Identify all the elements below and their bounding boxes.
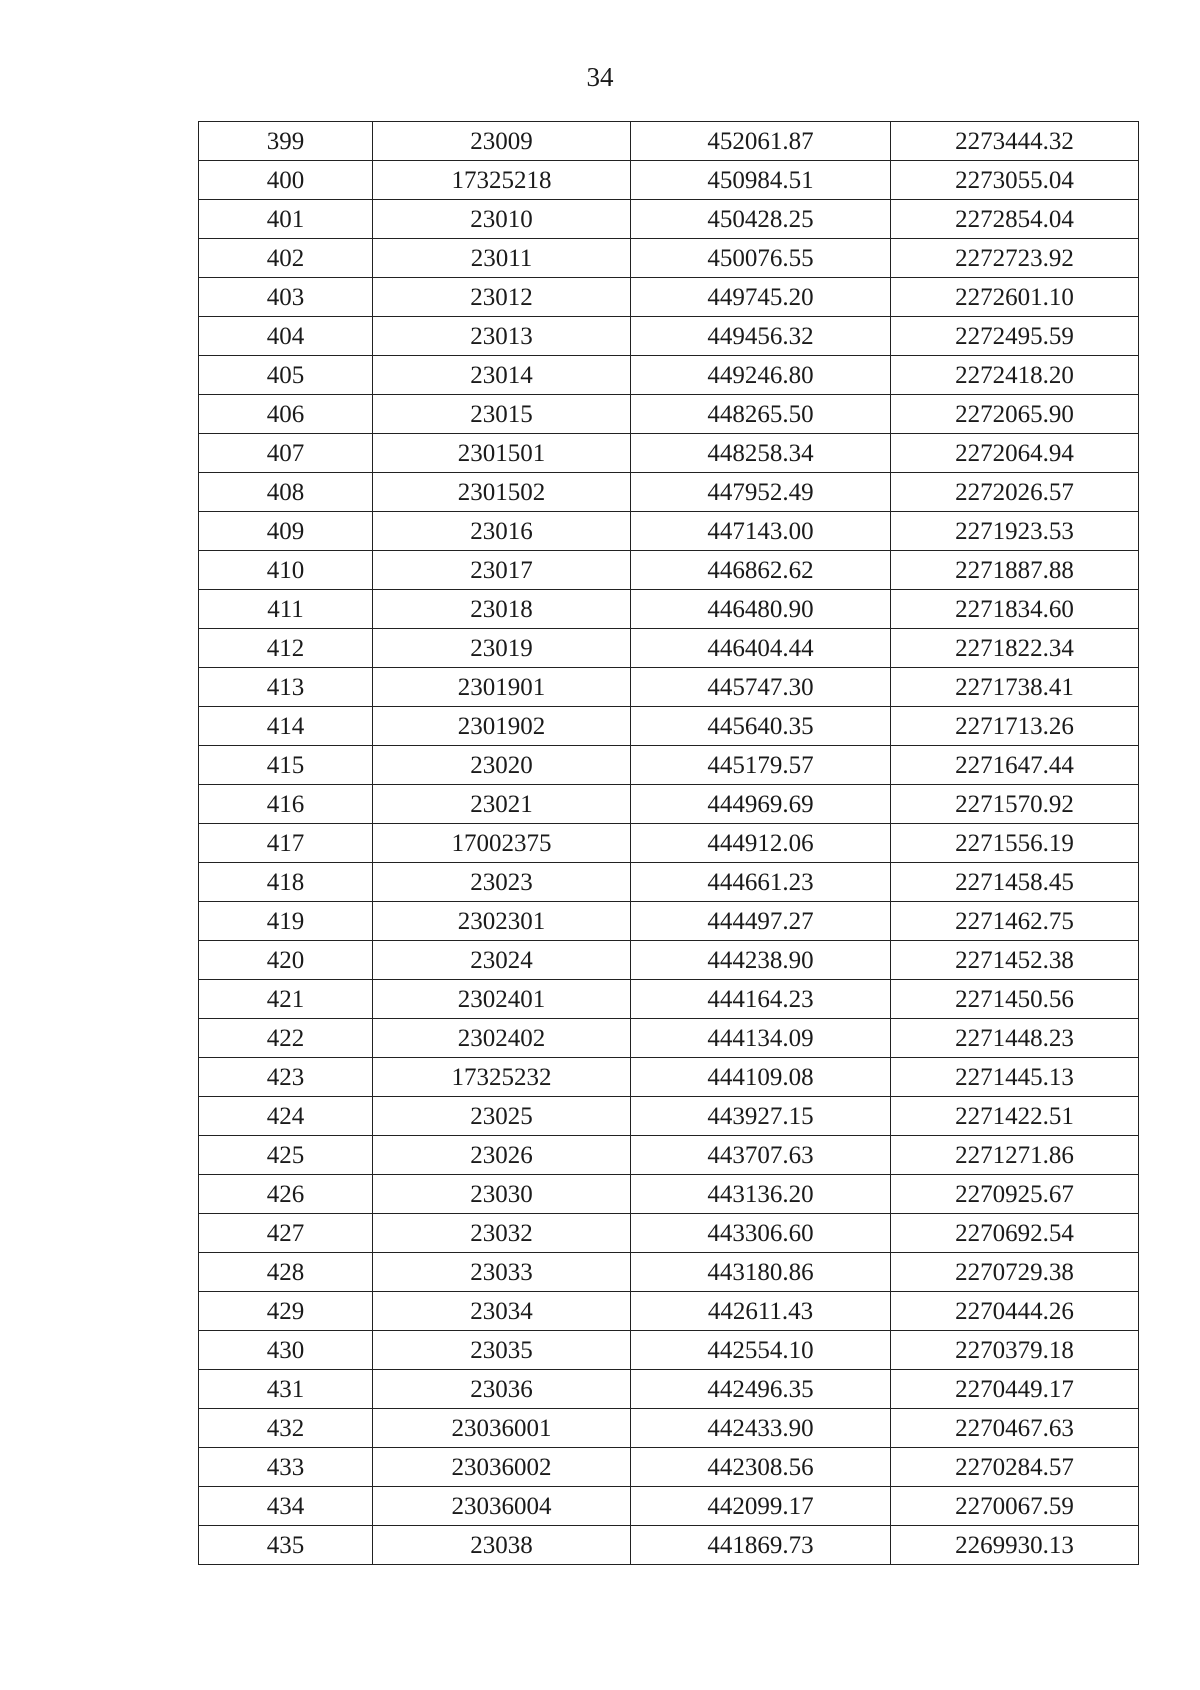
point-id-cell: 23017 <box>373 551 631 590</box>
y-coordinate-cell: 2271713.26 <box>891 707 1139 746</box>
x-coordinate-cell: 448265.50 <box>631 395 891 434</box>
point-id-cell: 23013 <box>373 317 631 356</box>
table-row <box>199 668 1139 707</box>
y-coordinate-cell: 2270444.26 <box>891 1292 1139 1331</box>
x-coordinate-cell: 450428.25 <box>631 200 891 239</box>
row-number-cell: 408 <box>199 473 373 512</box>
x-coordinate-cell: 448258.34 <box>631 434 891 473</box>
row-number-cell: 412 <box>199 629 373 668</box>
point-id-cell: 23021 <box>373 785 631 824</box>
table-row <box>199 1058 1139 1097</box>
y-coordinate-cell: 2273055.04 <box>891 161 1139 200</box>
y-coordinate-cell: 2270925.67 <box>891 1175 1139 1214</box>
point-id-cell: 23038 <box>373 1526 631 1565</box>
row-number-cell: 402 <box>199 239 373 278</box>
row-number-cell: 435 <box>199 1526 373 1565</box>
table-row <box>199 941 1139 980</box>
x-coordinate-cell: 446862.62 <box>631 551 891 590</box>
table-row <box>199 902 1139 941</box>
point-id-cell: 2302401 <box>373 980 631 1019</box>
point-id-cell: 23033 <box>373 1253 631 1292</box>
point-id-cell: 23010 <box>373 200 631 239</box>
table-row <box>199 1253 1139 1292</box>
row-number-cell: 426 <box>199 1175 373 1214</box>
y-coordinate-cell: 2271556.19 <box>891 824 1139 863</box>
y-coordinate-cell: 2271738.41 <box>891 668 1139 707</box>
y-coordinate-cell: 2272418.20 <box>891 356 1139 395</box>
y-coordinate-cell: 2270467.63 <box>891 1409 1139 1448</box>
x-coordinate-cell: 442433.90 <box>631 1409 891 1448</box>
y-coordinate-cell: 2271458.45 <box>891 863 1139 902</box>
coordinates-table-body <box>199 122 1139 1565</box>
x-coordinate-cell: 446404.44 <box>631 629 891 668</box>
point-id-cell: 23036001 <box>373 1409 631 1448</box>
x-coordinate-cell: 442554.10 <box>631 1331 891 1370</box>
table-row <box>199 434 1139 473</box>
y-coordinate-cell: 2271923.53 <box>891 512 1139 551</box>
point-id-cell: 23025 <box>373 1097 631 1136</box>
table-row <box>199 746 1139 785</box>
row-number-cell: 417 <box>199 824 373 863</box>
y-coordinate-cell: 2270284.57 <box>891 1448 1139 1487</box>
table-row <box>199 122 1139 161</box>
row-number-cell: 411 <box>199 590 373 629</box>
table-row <box>199 161 1139 200</box>
point-id-cell: 23036002 <box>373 1448 631 1487</box>
table-row <box>199 512 1139 551</box>
table-row <box>199 1331 1139 1370</box>
table-row <box>199 317 1139 356</box>
row-number-cell: 422 <box>199 1019 373 1058</box>
y-coordinate-cell: 2272065.90 <box>891 395 1139 434</box>
row-number-cell: 401 <box>199 200 373 239</box>
x-coordinate-cell: 444109.08 <box>631 1058 891 1097</box>
point-id-cell: 23032 <box>373 1214 631 1253</box>
point-id-cell: 23020 <box>373 746 631 785</box>
table-row <box>199 278 1139 317</box>
table-row <box>199 395 1139 434</box>
table-row <box>199 473 1139 512</box>
table-row <box>199 863 1139 902</box>
table-row <box>199 785 1139 824</box>
table-row <box>199 707 1139 746</box>
x-coordinate-cell: 442099.17 <box>631 1487 891 1526</box>
point-id-cell: 2301902 <box>373 707 631 746</box>
point-id-cell: 17325218 <box>373 161 631 200</box>
point-id-cell: 23035 <box>373 1331 631 1370</box>
point-id-cell: 23019 <box>373 629 631 668</box>
row-number-cell: 399 <box>199 122 373 161</box>
y-coordinate-cell: 2272495.59 <box>891 317 1139 356</box>
row-number-cell: 424 <box>199 1097 373 1136</box>
row-number-cell: 419 <box>199 902 373 941</box>
row-number-cell: 421 <box>199 980 373 1019</box>
point-id-cell: 17325232 <box>373 1058 631 1097</box>
point-id-cell: 23036004 <box>373 1487 631 1526</box>
table-row <box>199 1487 1139 1526</box>
table-row <box>199 1019 1139 1058</box>
table-row <box>199 356 1139 395</box>
table-row <box>199 1097 1139 1136</box>
y-coordinate-cell: 2271822.34 <box>891 629 1139 668</box>
x-coordinate-cell: 443707.63 <box>631 1136 891 1175</box>
x-coordinate-cell: 441869.73 <box>631 1526 891 1565</box>
row-number-cell: 427 <box>199 1214 373 1253</box>
row-number-cell: 433 <box>199 1448 373 1487</box>
x-coordinate-cell: 442496.35 <box>631 1370 891 1409</box>
row-number-cell: 432 <box>199 1409 373 1448</box>
row-number-cell: 431 <box>199 1370 373 1409</box>
point-id-cell: 2301501 <box>373 434 631 473</box>
row-number-cell: 420 <box>199 941 373 980</box>
page-number: 34 <box>586 62 614 92</box>
x-coordinate-cell: 442308.56 <box>631 1448 891 1487</box>
y-coordinate-cell: 2270067.59 <box>891 1487 1139 1526</box>
point-id-cell: 23036 <box>373 1370 631 1409</box>
x-coordinate-cell: 446480.90 <box>631 590 891 629</box>
y-coordinate-cell: 2270729.38 <box>891 1253 1139 1292</box>
x-coordinate-cell: 444134.09 <box>631 1019 891 1058</box>
y-coordinate-cell: 2271462.75 <box>891 902 1139 941</box>
row-number-cell: 418 <box>199 863 373 902</box>
row-number-cell: 407 <box>199 434 373 473</box>
row-number-cell: 428 <box>199 1253 373 1292</box>
y-coordinate-cell: 2271570.92 <box>891 785 1139 824</box>
row-number-cell: 409 <box>199 512 373 551</box>
row-number-cell: 423 <box>199 1058 373 1097</box>
x-coordinate-cell: 450984.51 <box>631 161 891 200</box>
x-coordinate-cell: 447952.49 <box>631 473 891 512</box>
x-coordinate-cell: 449456.32 <box>631 317 891 356</box>
table-row <box>199 590 1139 629</box>
y-coordinate-cell: 2273444.32 <box>891 122 1139 161</box>
table-row <box>199 1175 1139 1214</box>
point-id-cell: 23030 <box>373 1175 631 1214</box>
x-coordinate-cell: 449745.20 <box>631 278 891 317</box>
y-coordinate-cell: 2270449.17 <box>891 1370 1139 1409</box>
y-coordinate-cell: 2271647.44 <box>891 746 1139 785</box>
x-coordinate-cell: 444912.06 <box>631 824 891 863</box>
y-coordinate-cell: 2271450.56 <box>891 980 1139 1019</box>
x-coordinate-cell: 444238.90 <box>631 941 891 980</box>
y-coordinate-cell: 2271448.23 <box>891 1019 1139 1058</box>
point-id-cell: 2302402 <box>373 1019 631 1058</box>
row-number-cell: 430 <box>199 1331 373 1370</box>
x-coordinate-cell: 449246.80 <box>631 356 891 395</box>
table-row <box>199 1448 1139 1487</box>
point-id-cell: 23023 <box>373 863 631 902</box>
point-id-cell: 2302301 <box>373 902 631 941</box>
x-coordinate-cell: 443136.20 <box>631 1175 891 1214</box>
row-number-cell: 414 <box>199 707 373 746</box>
row-number-cell: 405 <box>199 356 373 395</box>
table-row <box>199 1526 1139 1565</box>
row-number-cell: 415 <box>199 746 373 785</box>
x-coordinate-cell: 443306.60 <box>631 1214 891 1253</box>
x-coordinate-cell: 444969.69 <box>631 785 891 824</box>
table-row <box>199 1214 1139 1253</box>
point-id-cell: 23026 <box>373 1136 631 1175</box>
x-coordinate-cell: 442611.43 <box>631 1292 891 1331</box>
y-coordinate-cell: 2272854.04 <box>891 200 1139 239</box>
x-coordinate-cell: 445747.30 <box>631 668 891 707</box>
point-id-cell: 23012 <box>373 278 631 317</box>
x-coordinate-cell: 450076.55 <box>631 239 891 278</box>
row-number-cell: 404 <box>199 317 373 356</box>
row-number-cell: 410 <box>199 551 373 590</box>
row-number-cell: 413 <box>199 668 373 707</box>
row-number-cell: 406 <box>199 395 373 434</box>
row-number-cell: 400 <box>199 161 373 200</box>
x-coordinate-cell: 452061.87 <box>631 122 891 161</box>
row-number-cell: 434 <box>199 1487 373 1526</box>
table-row <box>199 1292 1139 1331</box>
x-coordinate-cell: 443180.86 <box>631 1253 891 1292</box>
y-coordinate-cell: 2271445.13 <box>891 1058 1139 1097</box>
row-number-cell: 429 <box>199 1292 373 1331</box>
point-id-cell: 23018 <box>373 590 631 629</box>
y-coordinate-cell: 2271452.38 <box>891 941 1139 980</box>
table-row <box>199 824 1139 863</box>
x-coordinate-cell: 447143.00 <box>631 512 891 551</box>
point-id-cell: 17002375 <box>373 824 631 863</box>
point-id-cell: 23011 <box>373 239 631 278</box>
y-coordinate-cell: 2272723.92 <box>891 239 1139 278</box>
x-coordinate-cell: 444497.27 <box>631 902 891 941</box>
point-id-cell: 2301502 <box>373 473 631 512</box>
y-coordinate-cell: 2270692.54 <box>891 1214 1139 1253</box>
table-row <box>199 629 1139 668</box>
table-row <box>199 1409 1139 1448</box>
x-coordinate-cell: 445179.57 <box>631 746 891 785</box>
point-id-cell: 23014 <box>373 356 631 395</box>
y-coordinate-cell: 2271887.88 <box>891 551 1139 590</box>
table-row <box>199 239 1139 278</box>
table-row <box>199 1136 1139 1175</box>
row-number-cell: 425 <box>199 1136 373 1175</box>
point-id-cell: 2301901 <box>373 668 631 707</box>
row-number-cell: 416 <box>199 785 373 824</box>
point-id-cell: 23015 <box>373 395 631 434</box>
y-coordinate-cell: 2271271.86 <box>891 1136 1139 1175</box>
y-coordinate-cell: 2269930.13 <box>891 1526 1139 1565</box>
x-coordinate-cell: 443927.15 <box>631 1097 891 1136</box>
table-row <box>199 551 1139 590</box>
x-coordinate-cell: 444164.23 <box>631 980 891 1019</box>
point-id-cell: 23009 <box>373 122 631 161</box>
y-coordinate-cell: 2271422.51 <box>891 1097 1139 1136</box>
point-id-cell: 23024 <box>373 941 631 980</box>
y-coordinate-cell: 2270379.18 <box>891 1331 1139 1370</box>
table-row <box>199 200 1139 239</box>
point-id-cell: 23034 <box>373 1292 631 1331</box>
x-coordinate-cell: 444661.23 <box>631 863 891 902</box>
coordinates-table <box>198 121 1139 1565</box>
x-coordinate-cell: 445640.35 <box>631 707 891 746</box>
row-number-cell: 403 <box>199 278 373 317</box>
y-coordinate-cell: 2272064.94 <box>891 434 1139 473</box>
table-row <box>199 980 1139 1019</box>
y-coordinate-cell: 2272026.57 <box>891 473 1139 512</box>
table-row <box>199 1370 1139 1409</box>
y-coordinate-cell: 2271834.60 <box>891 590 1139 629</box>
y-coordinate-cell: 2272601.10 <box>891 278 1139 317</box>
point-id-cell: 23016 <box>373 512 631 551</box>
